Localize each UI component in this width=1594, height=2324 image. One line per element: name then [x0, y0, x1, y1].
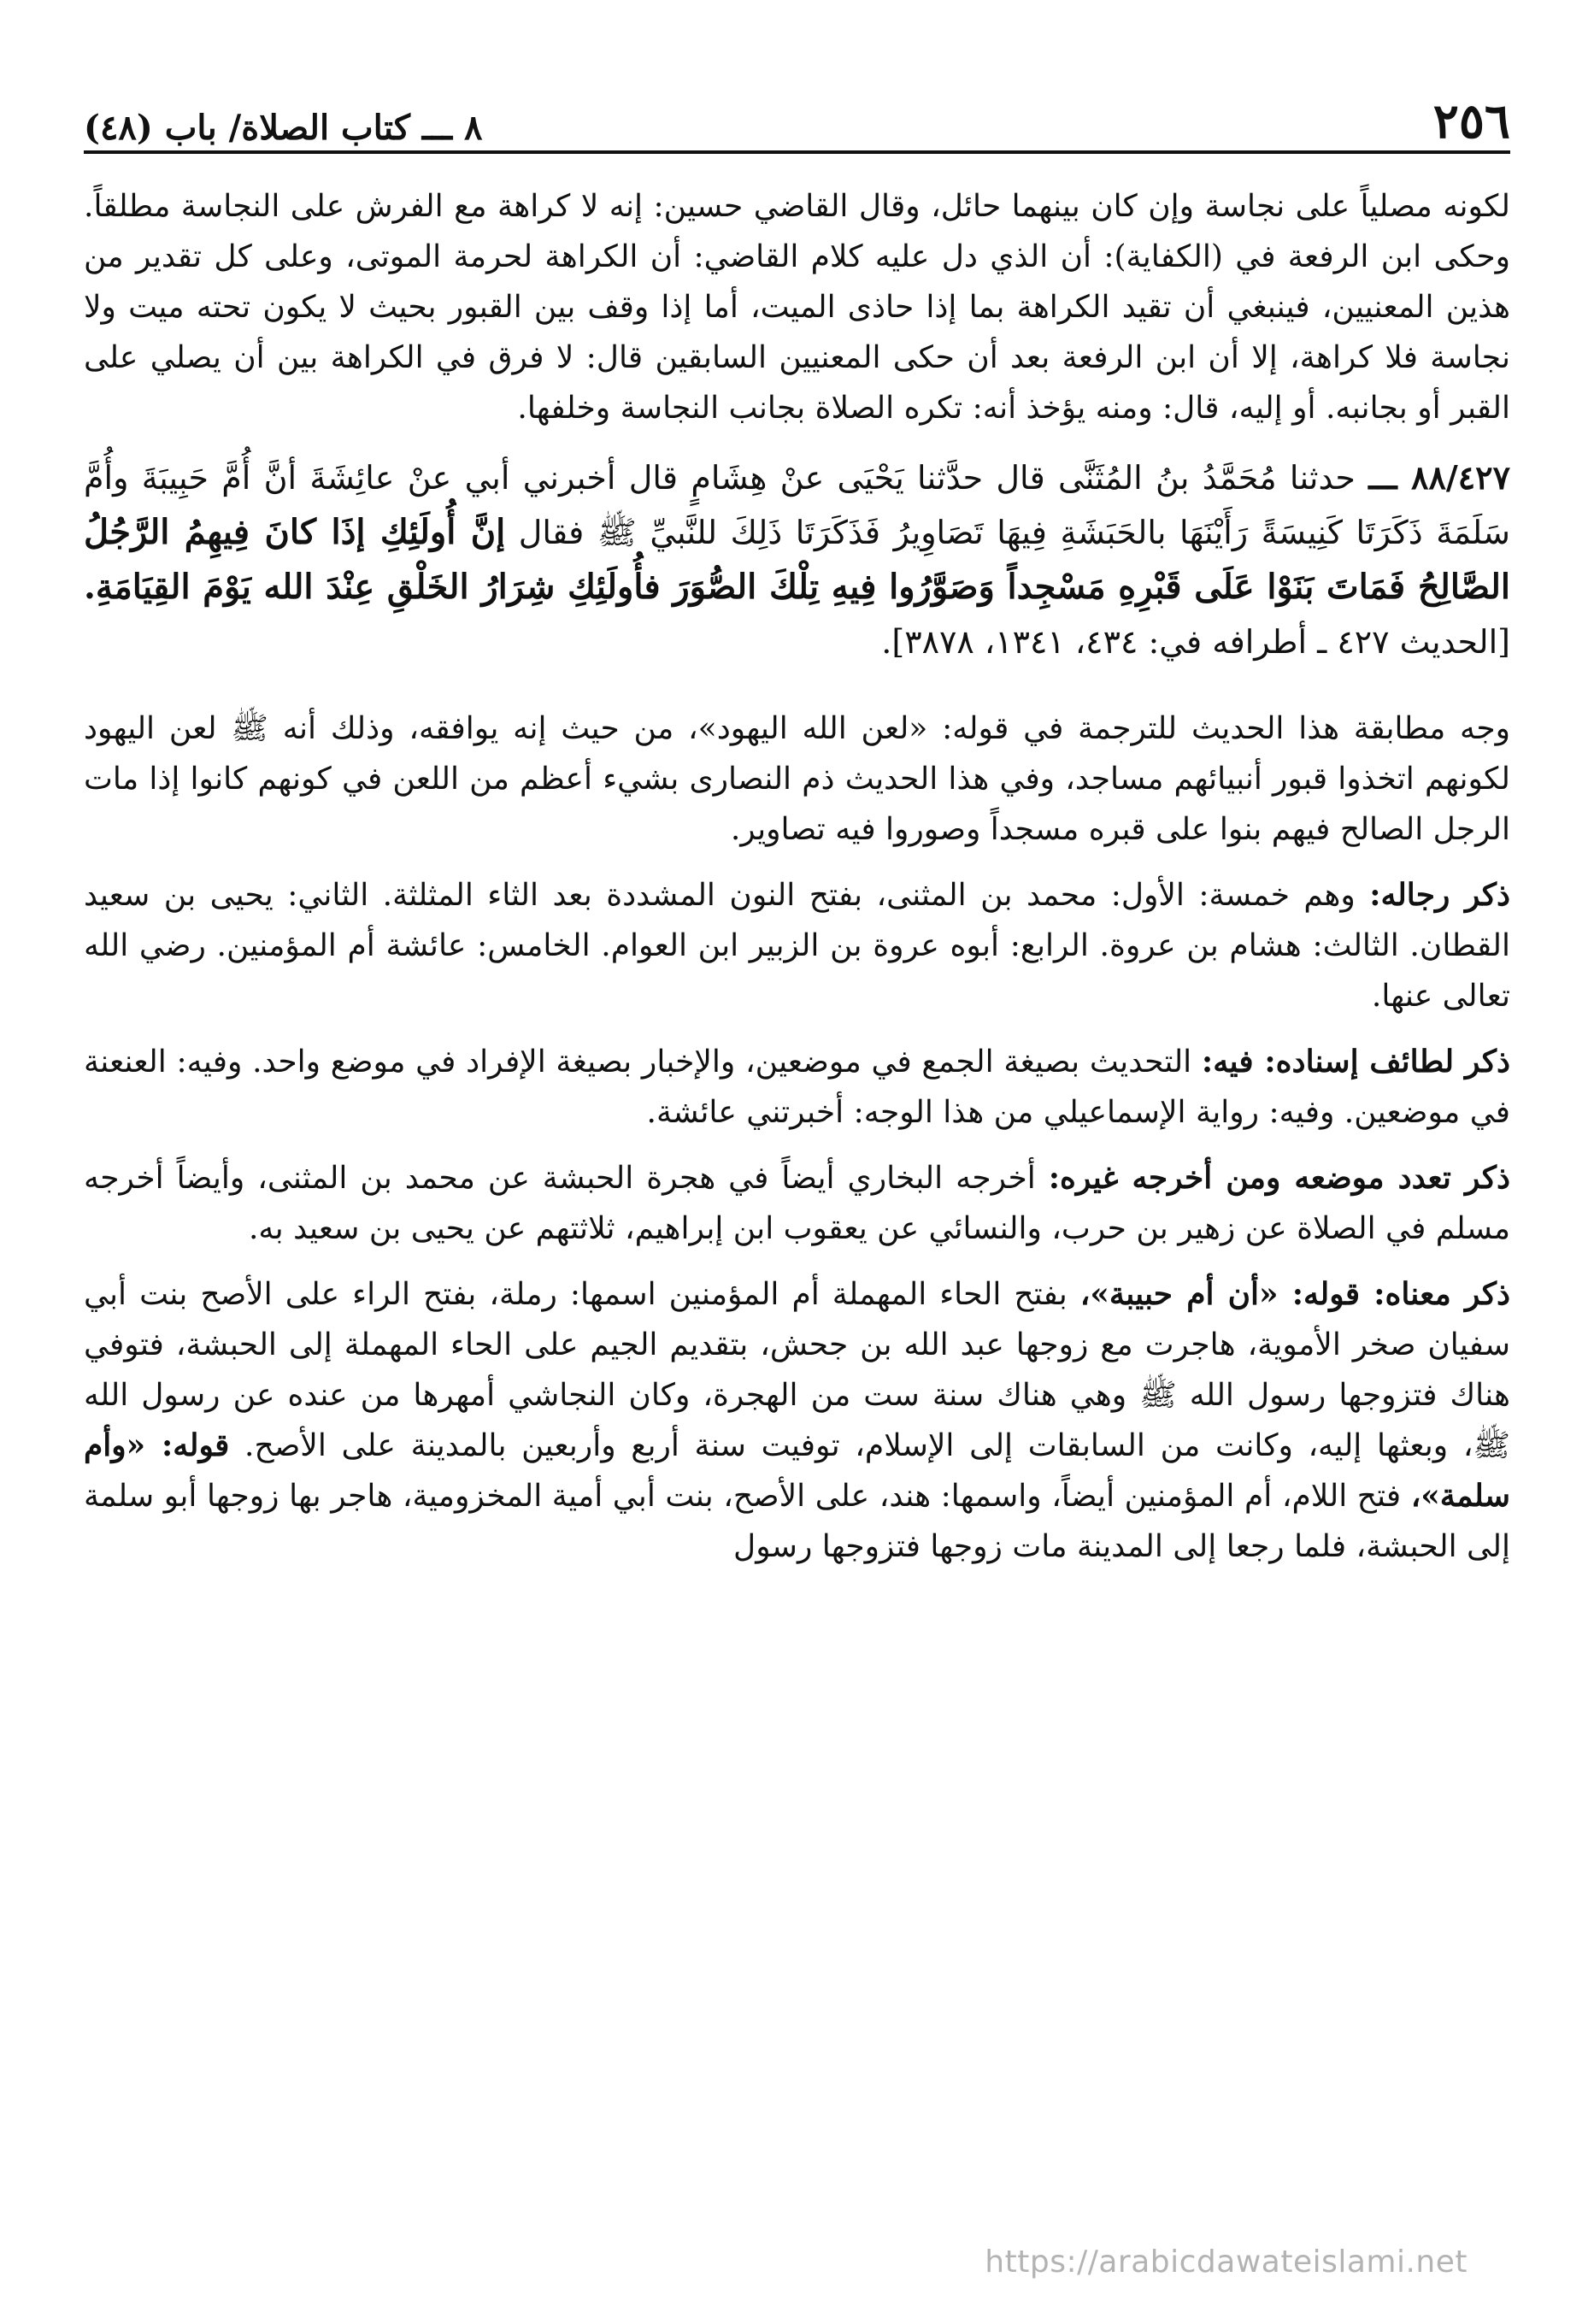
running-head: ٨ ـــ كتاب الصلاة/ باب (٤٨) — [84, 108, 483, 148]
narrators-heading: ذكر رجاله: — [1369, 877, 1510, 913]
hadith-reference: [الحديث ٤٢٧ ـ أطرافه في: ٤٣٤، ١٣٤١، ٣٨٧٨]. — [881, 623, 1510, 661]
sources-heading: ذكر تعدد موضعه ومن أخرجه غيره: — [1048, 1160, 1510, 1196]
isnad-subtleties-paragraph — [84, 1037, 1510, 1138]
isnad-subtleties-heading: ذكر لطائف إسناده: فيه: — [1201, 1044, 1510, 1080]
meaning-text: بفتح الحاء المهملة أم المؤمنين اسمها: رملة، بفتح الراء على الأصح بنت أبي سفيان صخر الأموية، هاجرت مع زوجها عبد الله بن جحش، بتقديم الجيم على الحاء المهملة إلى الحبشة، فتوفي هناك فتزوجها رسول الله ﷺ وهي هناك سنة ست من الهجرة، وكان النجاشي أمهرها من عنده عن رسول الله ﷺ، وبعثها إليه، وكانت من السابقات إلى الإسلام، توفيت سنة أربع وأربعين بالمدينة على الأصح. — [84, 1277, 1510, 1463]
sources-paragraph — [84, 1153, 1510, 1254]
hadith-block — [84, 450, 1510, 669]
meaning-heading: ذكر معناه: قوله: «أن أم حبيبة»، — [1079, 1276, 1510, 1312]
commentary-paragraph — [84, 181, 1510, 433]
narrators-paragraph — [84, 870, 1510, 1021]
meaning-text-continued: فتح اللام، أم المؤمنين أيضاً، واسمها: هند، على الأصح، بنت أبي أمية المخزومية، هاجر بها زوجها أبو سلمة إلى الحبشة، فلما رجعا إلى المدينة مات زوجها فتزوجها رسول — [84, 1479, 1510, 1564]
narrators-text: وهم خمسة: الأول: محمد بن المثنى، بفتح النون المشددة بعد الثاء المثلثة. الثاني: يحيى بن سعيد القطان. الثالث: هشام بن عروة. الرابع: أبوه عروة بن الزبير ابن العوام. الخامس: عائشة أم المؤمنين. رضي الله تعالى عنها. — [84, 878, 1510, 1014]
page-body — [84, 181, 1510, 1587]
isnad-subtleties-text: التحديث بصيغة الجمع في موضعين، والإخبار بصيغة الإفراد في موضع واحد. وفيه: العنعنة في موضعين. وفيه: رواية الإسماعيلي من هذا الوجه: أخبرتني عائشة. — [84, 1044, 1510, 1130]
correspondence-paragraph — [84, 703, 1510, 855]
watermark-url: https://arabicdawateislami.net — [985, 2245, 1468, 2280]
page-header — [84, 79, 1510, 154]
page-number: ٢٥٦ — [1432, 93, 1510, 150]
correspondence-text: وجه مطابقة هذا الحديث للترجمة في قوله: «لعن الله اليهود»، من حيث إنه يوافقه، وذلك أنه ﷺ لعن اليهود لكونهم اتخذوا قبور أنبيائهم مساجد، وفي هذا الحديث ذم النصارى بشيء أعظم من اللعن في كونهم كانوا إذا مات الرجل الصالح فيهم بنوا على قبره مسجداً وصوروا فيه تصاوير. — [84, 711, 1510, 847]
hadith-matn: إنَّ أُولَئِكِ إذَا كانَ فِيهِمُ الرَّجُلُ الصَّالِحُ فَمَاتَ بَنَوْا عَلَى قَبْرِهِ مَسْجِداً وَصَوَّرُوا فِيهِ تِلْكَ الصُّوَرَ فأُولَئِكِ شِرَارُ الخَلْقِ عِنْدَ الله يَوْمَ القِيَامَةِ. — [84, 512, 1510, 607]
commentary-text: لكونه مصلياً على نجاسة وإن كان بينهما حائل، وقال القاضي حسين: إنه لا كراهة مع الفرش على النجاسة مطلقاً. وحكى ابن الرفعة في (الكفاية): أن الذي دل عليه كلام القاضي: أن الكراهة لحرمة الموتى، وعلى كل تقدير من هذين المعنيين، فينبغي أن تقيد الكراهة بما إذا حاذى الميت، أما إذا وقف بين القبور بحيث لا يكون تحته ميت ولا نجاسة فلا كراهة، إلا أن ابن الرفعة بعد أن حكى المعنيين السابقين قال: لا فرق في الكراهة بين أن يصلي على القبر أو بجانبه. أو إليه، قال: ومنه يؤخذ أنه: تكره الصلاة بجانب النجاسة وخلفها. — [84, 189, 1510, 426]
sources-text: أخرجه البخاري أيضاً في هجرة الحبشة عن محمد بن المثنى، وأيضاً أخرجه مسلم في الصلاة عن زهير بن حرب، والنسائي عن يعقوب ابن إبراهيم، ثلاثتهم عن يحيى بن سعيد به. — [84, 1161, 1510, 1246]
meaning-paragraph — [84, 1269, 1510, 1572]
hadith-number: ٨٨/٤٢٧ ـــ — [1368, 458, 1510, 497]
meaning-subheading: قوله: «وأم سلمة»، — [84, 1427, 1511, 1514]
hadith-isnad: حدثنا مُحَمَّدُ بنُ المُثَنَّى قال حدَّثنا يَحْيَى عنْ هِشَامٍ قال أخبرني أبي عنْ عائِشَةَ أنَّ أُمَّ حَبِيبَةَ وأُمَّ سَلَمَةَ ذَكَرَتَا كَنِيسَةً رَأَيْنَهَا بالحَبَشَةِ فِيهَا تَصَاوِيرُ فَذَكَرَتَا ذَلِكَ للنَّبيِّ ﷺ فقال — [84, 459, 1510, 551]
